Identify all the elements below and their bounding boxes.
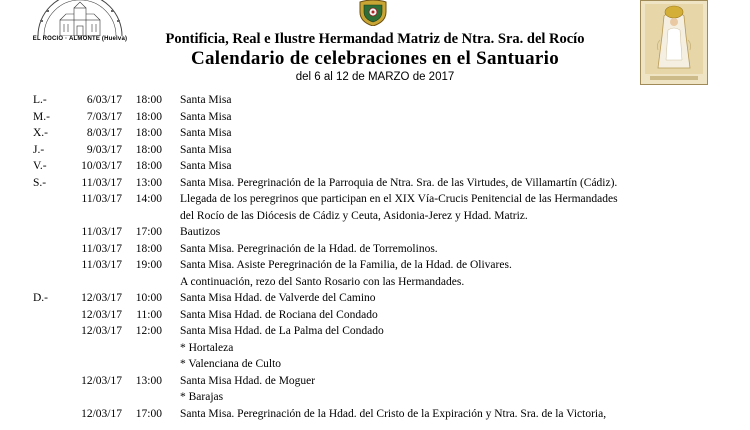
event-time: 18:00 (135, 160, 162, 172)
event-date: 12/03/17 (81, 308, 122, 321)
event-time: 14:00 (135, 193, 162, 205)
event-time: 18:00 (135, 110, 162, 123)
event-date: 12/03/17 (81, 325, 122, 337)
event-date: 11/03/17 (81, 242, 122, 255)
event-date: 12/03/17 (81, 292, 122, 304)
hermandad-name: Pontificia, Real e Ilustre Hermandad Matriz de Ntra. Sra. del Rocío (165, 31, 585, 47)
event-time: 12:00 (135, 325, 162, 337)
event-date: 6/03/17 (86, 94, 122, 106)
event-time: 19:00 (135, 259, 162, 271)
event-date: 11/03/17 (81, 193, 122, 205)
event-description: A continuación, rezo del Santo Rosario con las Hermandades. (180, 275, 465, 288)
event-time: 13:00 (135, 374, 162, 387)
day-abbrev: D.- (33, 292, 49, 304)
event-date: 11/03/17 (81, 259, 122, 271)
event-description: Santa Misa (180, 110, 232, 123)
event-date: 12/03/17 (81, 407, 122, 420)
date-range-subtitle: del 6 al 12 de MARZO de 2017 (295, 71, 455, 83)
event-description: Santa Misa. Peregrinación de la Parroquia de Ntra. Sra. de las Virtudes, de Villamartín (Cádiz). (180, 176, 618, 189)
event-description: del Rocío de las Diócesis de Cádiz y Ceuta, Asidonia-Jerez y Hdad. Matriz. (180, 209, 528, 222)
day-abbrev: S.- (33, 176, 47, 189)
event-date: 12/03/17 (81, 374, 122, 387)
event-date: 9/03/17 (86, 143, 122, 156)
logo-caption: EL ROCIO · ALMONTE (Huelva) (32, 36, 128, 42)
event-description: Santa Misa (180, 160, 232, 172)
event-description: Santa Misa (180, 127, 232, 139)
event-time: 13:00 (135, 176, 162, 189)
day-abbrev: M.- (33, 110, 50, 123)
event-time: 18:00 (135, 127, 162, 139)
event-time: 11:00 (136, 308, 162, 321)
coat-of-arms-icon (356, 0, 390, 26)
event-description: Bautizos (180, 226, 221, 238)
event-date: 8/03/17 (86, 127, 122, 139)
event-description: * Valenciana de Culto (180, 358, 282, 370)
event-date: 11/03/17 (81, 176, 122, 189)
hermandad-emblem (356, 0, 390, 26)
event-description: Santa Misa Hdad. de Moguer (180, 374, 316, 387)
event-time: 18:00 (135, 242, 162, 255)
event-date: 10/03/17 (81, 160, 122, 172)
day-abbrev: X.- (33, 127, 49, 139)
event-time: 10:00 (135, 292, 162, 304)
event-description: Santa Misa. Peregrinación de la Hdad. de Torremolinos. (180, 242, 438, 255)
event-description: Santa Misa (180, 143, 232, 156)
event-time: 17:00 (135, 407, 162, 420)
event-description: * Hortaleza (180, 341, 234, 354)
event-description: Santa Misa Hdad. de Rociana del Condado (180, 308, 378, 321)
event-date: 7/03/17 (86, 110, 122, 123)
event-time: 17:00 (135, 226, 162, 238)
page-title: Calendario de celebraciones en el Santuario (190, 48, 560, 69)
event-date: 11/03/17 (81, 226, 122, 238)
event-time: 18:00 (135, 94, 162, 106)
day-abbrev: L.- (33, 94, 47, 106)
event-description: Santa Misa. Peregrinación de la Hdad. del Cristo de la Expiración y Ntra. Sra. de la Victoria, (180, 407, 607, 420)
event-description: Llegada de los peregrinos que participan en el XIX Vía-Crucis Penitencial de las Hermandades (180, 193, 618, 205)
event-description: Santa Misa Hdad. de Valverde del Camino (180, 292, 376, 304)
event-description: Santa Misa (180, 94, 232, 106)
event-description: * Barajas (180, 391, 224, 403)
day-abbrev: J.- (33, 143, 45, 156)
event-description: Santa Misa Hdad. de La Palma del Condado (180, 325, 384, 337)
day-abbrev: V.- (33, 160, 47, 172)
event-time: 18:00 (135, 143, 162, 156)
event-description: Santa Misa. Asiste Peregrinación de la Familia, de la Hdad. de Olivares. (180, 259, 512, 271)
